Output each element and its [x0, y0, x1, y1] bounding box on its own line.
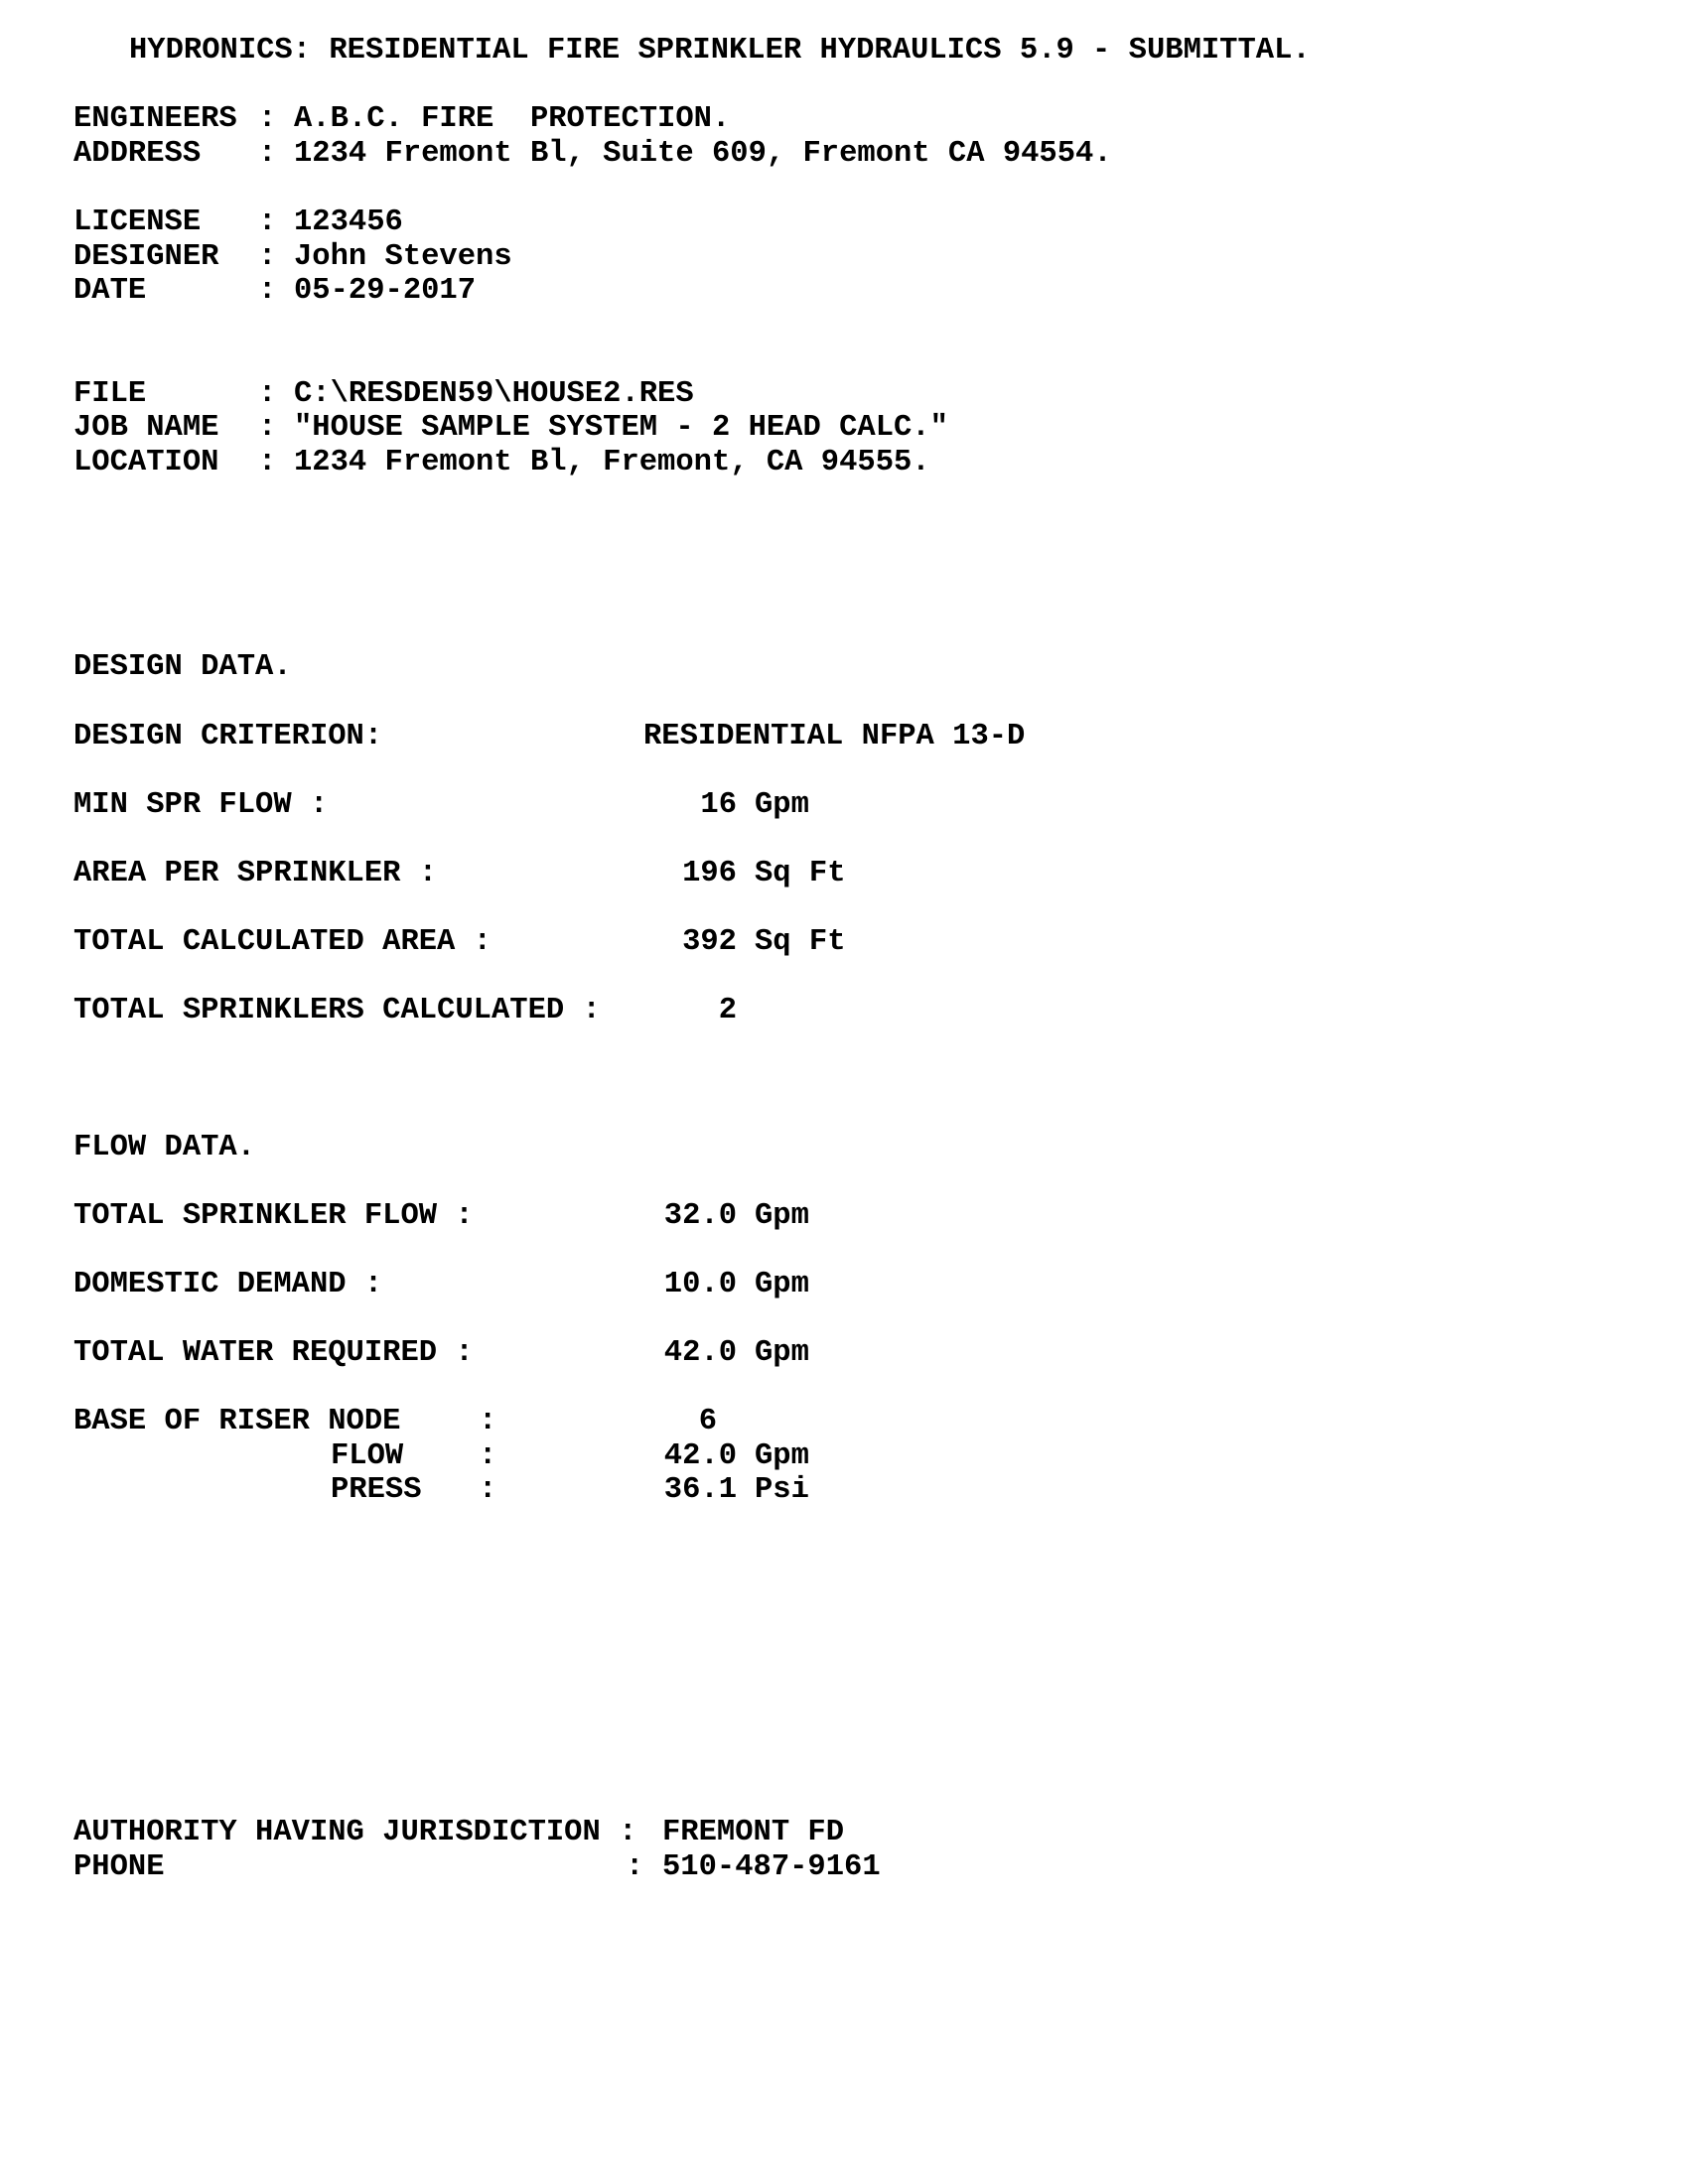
job-name-label: JOB NAME — [73, 411, 219, 445]
designer-value: John Stevens — [294, 240, 512, 274]
separator: : — [258, 205, 277, 239]
riser-press-value: 36.1 — [663, 1473, 737, 1507]
area-per-sprinkler-label: AREA PER SPRINKLER : — [73, 857, 438, 890]
domestic-demand-label: DOMESTIC DEMAND : — [73, 1268, 383, 1301]
base-of-riser-node-value: 6 — [698, 1405, 717, 1438]
separator: : — [258, 137, 277, 171]
area-per-sprinkler-unit: Sq Ft — [755, 857, 846, 890]
total-calculated-area-value: 392 — [682, 925, 737, 959]
separator: : — [258, 274, 277, 308]
phone-value: 510-487-9161 — [662, 1850, 881, 1884]
total-sprinklers-calculated-label: TOTAL SPRINKLERS CALCULATED : — [73, 994, 601, 1027]
area-per-sprinkler-value: 196 — [682, 857, 737, 890]
authority-label: AUTHORITY HAVING JURISDICTION : — [73, 1816, 637, 1849]
location-label: LOCATION — [73, 446, 219, 479]
address-value: 1234 Fremont Bl, Suite 609, Fremont CA 94554. — [294, 137, 1112, 171]
separator: : — [479, 1439, 497, 1473]
separator: : — [626, 1850, 644, 1884]
total-sprinkler-flow-value: 32.0 — [663, 1199, 737, 1233]
design-criterion-label: DESIGN CRITERION: — [73, 720, 383, 753]
design-criterion-value: RESIDENTIAL NFPA 13-D — [643, 720, 1026, 753]
base-of-riser-label: BASE OF RISER NODE — [73, 1405, 401, 1438]
min-spr-flow-value: 16 — [700, 788, 737, 822]
min-spr-flow-unit: Gpm — [755, 788, 809, 822]
address-label: ADDRESS — [73, 137, 202, 171]
engineers-value: A.B.C. FIRE PROTECTION. — [294, 102, 731, 136]
min-spr-flow-label: MIN SPR FLOW : — [73, 788, 329, 822]
total-sprinklers-calculated-value: 2 — [718, 994, 737, 1027]
domestic-demand-unit: Gpm — [755, 1268, 809, 1301]
riser-flow-unit: Gpm — [755, 1439, 809, 1473]
report-title: HYDRONICS: RESIDENTIAL FIRE SPRINKLER HYDRAULICS 5.9 - SUBMITTAL. — [129, 34, 1311, 68]
design-data-heading: DESIGN DATA. — [73, 650, 292, 684]
total-calculated-area-unit: Sq Ft — [755, 925, 846, 959]
separator: : — [258, 446, 277, 479]
phone-label: PHONE — [73, 1850, 165, 1884]
total-calculated-area-label: TOTAL CALCULATED AREA : — [73, 925, 492, 959]
separator: : — [479, 1473, 497, 1507]
riser-flow-label: FLOW — [331, 1439, 404, 1473]
total-sprinkler-flow-unit: Gpm — [755, 1199, 809, 1233]
license-value: 123456 — [294, 205, 403, 239]
file-value: C:\RESDEN59\HOUSE2.RES — [294, 377, 694, 411]
riser-flow-value: 42.0 — [663, 1439, 737, 1473]
license-label: LICENSE — [73, 205, 202, 239]
riser-press-unit: Psi — [755, 1473, 809, 1507]
designer-label: DESIGNER — [73, 240, 219, 274]
separator: : — [258, 411, 277, 445]
authority-value: FREMONT FD — [662, 1816, 845, 1849]
separator: : — [479, 1405, 497, 1438]
total-water-required-value: 42.0 — [663, 1336, 737, 1370]
job-name-value: "HOUSE SAMPLE SYSTEM - 2 HEAD CALC." — [294, 411, 948, 445]
separator: : — [258, 377, 277, 411]
engineers-label: ENGINEERS — [73, 102, 237, 136]
total-water-required-unit: Gpm — [755, 1336, 809, 1370]
flow-data-heading: FLOW DATA. — [73, 1131, 256, 1164]
file-label: FILE — [73, 377, 147, 411]
total-sprinkler-flow-label: TOTAL SPRINKLER FLOW : — [73, 1199, 474, 1233]
separator: : — [258, 102, 277, 136]
domestic-demand-value: 10.0 — [663, 1268, 737, 1301]
riser-press-label: PRESS — [331, 1473, 422, 1507]
location-value: 1234 Fremont Bl, Fremont, CA 94555. — [294, 446, 930, 479]
date-label: DATE — [73, 274, 147, 308]
separator: : — [258, 240, 277, 274]
total-water-required-label: TOTAL WATER REQUIRED : — [73, 1336, 474, 1370]
date-value: 05-29-2017 — [294, 274, 477, 308]
